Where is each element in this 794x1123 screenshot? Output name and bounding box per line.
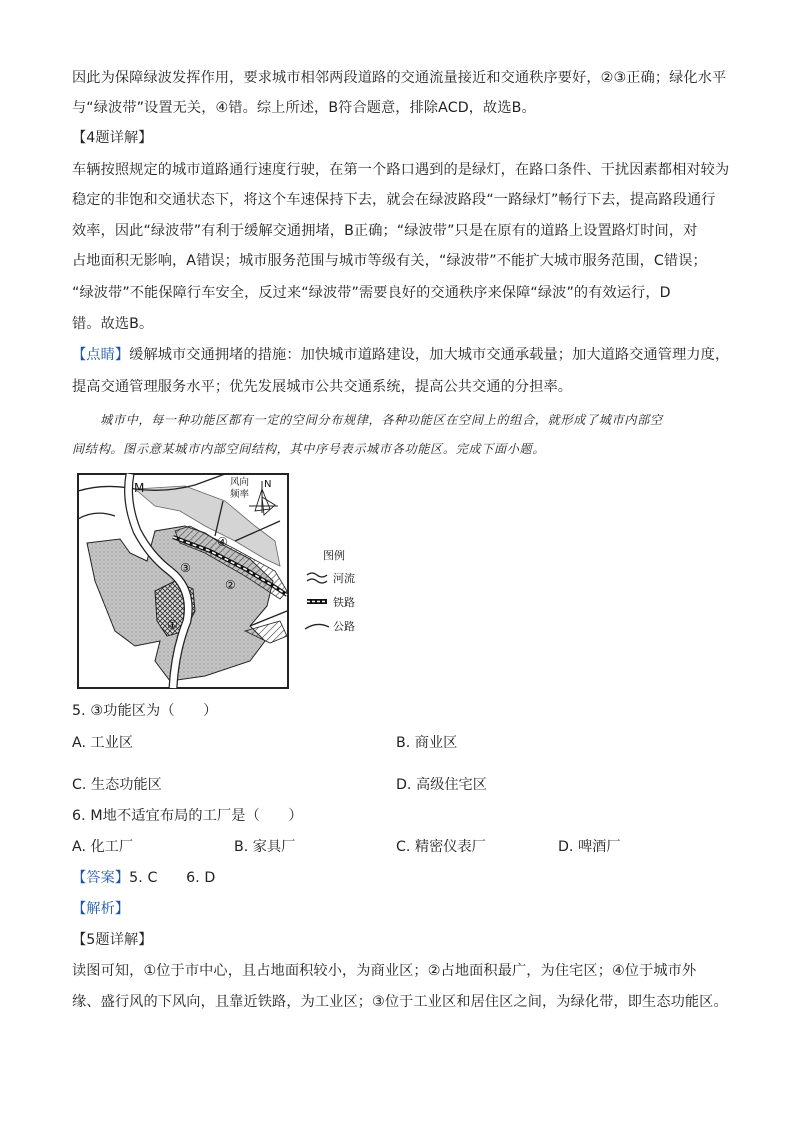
paragraph-line: 错。故选B。 (72, 316, 154, 332)
q5-option-a[interactable]: A. 工业区 (72, 735, 134, 751)
paragraph-line: 车辆按照规定的城市道路通行速度行驶，在第一个路口遇到的是绿灯，在路口条件、干扰因素都相对较为 (72, 162, 730, 178)
zone-label-3: ③ (180, 561, 191, 575)
north-label: N (264, 479, 272, 490)
answer-text: 5. C 6. D (129, 870, 216, 886)
dianjing-tag: 【点睛】 (72, 347, 130, 363)
wind-label: 风向 (230, 477, 250, 488)
q6-option-d[interactable]: D. 啤酒厂 (558, 839, 621, 855)
section-header-q4: 【4题详解】 (72, 130, 153, 146)
paragraph-line: 占地面积无影响，A错误；城市服务范围与城市等级有关，“绿波带”不能扩大城市服务范围，C错误； (72, 253, 707, 269)
map-svg (75, 471, 375, 693)
analysis-tag: 【解析】 (72, 901, 130, 917)
question-lead: 间结构。图示意某城市内部空间结构，其中序号表示城市各功能区。完成下面小题。 (72, 442, 546, 456)
question-5: 5. ③功能区为（ ） (72, 703, 218, 719)
q6-option-b[interactable]: B. 家具厂 (234, 839, 296, 855)
dianjing-paragraph (72, 345, 729, 365)
q5-option-c[interactable]: C. 生态功能区 (72, 777, 162, 793)
q6-option-c[interactable]: C. 精密仪表厂 (396, 839, 486, 855)
q6-option-a[interactable]: A. 化工厂 (72, 839, 134, 855)
legend-title: 图例 (323, 549, 345, 562)
zone-label-2: ② (225, 578, 236, 592)
city-structure-map (75, 471, 375, 693)
question-6: 6. M地不适宜布局的工厂是（ ） (72, 808, 303, 824)
zone-label-1: ① (167, 618, 178, 632)
legend-river: 河流 (333, 572, 355, 585)
dianjing-text: 缓解城市交通拥堵的措施：加快城市道路建设，加大城市交通承载量；加大道路交通管理力度， (129, 347, 730, 363)
legend-road-icon (305, 624, 329, 629)
paragraph-line: 效率，因此“绿波带”有利于缓解交通拥堵，B正确；“绿波带”只是在原有的道路上设置路灯时间，对 (72, 223, 698, 239)
wind-label: 频率 (230, 489, 250, 500)
paragraph-line: 因此为保障绿波发挥作用，要求城市相邻两段道路的交通流量接近和交通秩序要好，②③正确；绿化水平 (72, 70, 727, 86)
analysis-line: 读图可知，①位于市中心，且占地面积较小，为商业区；②占地面积最广，为住宅区；④位于城市外 (72, 963, 697, 979)
legend-railway: 铁路 (333, 596, 355, 609)
paragraph-line: 与“绿波带”设置无关，④错。综上所述，B符合题意，排除ACD，故选B。 (72, 100, 536, 116)
question-lead: 城市中，每一种功能区都有一定的空间分布规律，各种功能区在空间上的组合，就形成了城市内部空 (100, 413, 663, 427)
answer-tag: 【答案】 (72, 870, 130, 886)
analysis-tag-line (72, 899, 129, 919)
zone-label-4: ④ (217, 535, 228, 549)
paragraph-line: 稳定的非饱和交通状态下，将这个车速保持下去，就会在绿波路段“一路绿灯”畅行下去，提高路段通行 (72, 192, 716, 208)
paragraph-line: “绿波带”不能保障行车安全，反过来“绿波带”需要良好的交通秩序来保障“绿波”的有效运行，D (72, 285, 671, 301)
q5-option-b[interactable]: B. 商业区 (396, 735, 458, 751)
paragraph-line: 提高交通管理服务水平；优先发展城市公共交通系统，提高公共交通的分担率。 (72, 379, 573, 395)
q5-option-d[interactable]: D. 高级住宅区 (396, 777, 487, 793)
analysis-line: 缘、盛行风的下风向，且靠近铁路，为工业区；③位于工业区和居住区之间，为绿化带，即生态功能区。 (72, 994, 728, 1010)
legend-river-icon (307, 573, 327, 577)
answer-line (72, 868, 215, 888)
legend-road: 公路 (333, 620, 355, 633)
section-header-q5: 【5题详解】 (72, 932, 153, 948)
map-label-m: M (134, 481, 145, 495)
